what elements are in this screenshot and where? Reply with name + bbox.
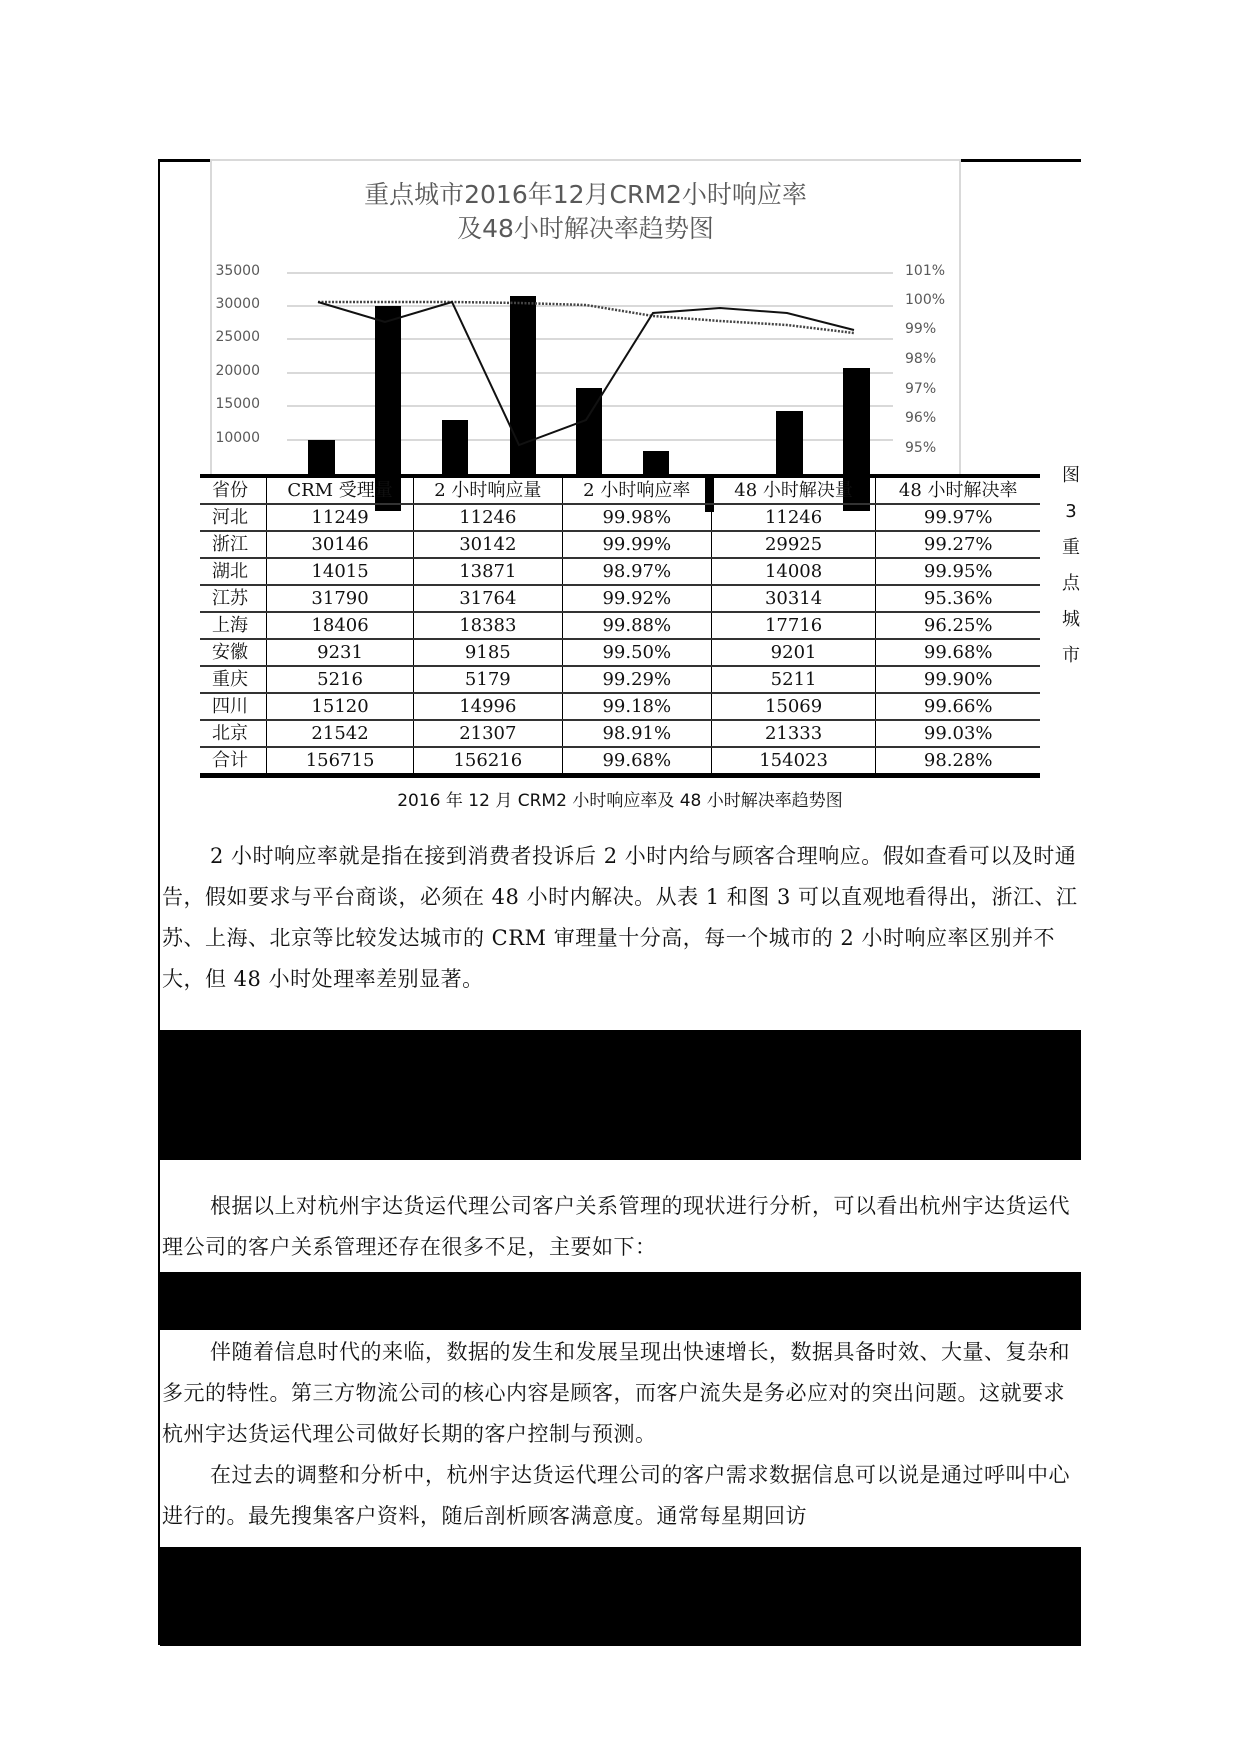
cell: 北京: [200, 720, 267, 747]
cell: 98.91%: [562, 720, 711, 747]
cell: 31764: [413, 585, 562, 612]
column-header: 2 小时响应率: [562, 476, 711, 504]
cell: 上海: [200, 612, 267, 639]
cell: 99.03%: [876, 720, 1040, 747]
cell: 99.99%: [562, 531, 711, 558]
right-axis-tick: 97%: [905, 381, 937, 397]
cell: 15069: [711, 693, 876, 720]
table-row: [200, 531, 1040, 558]
right-axis-tick: 98%: [905, 351, 937, 367]
column-header: 48 小时解决率: [876, 476, 1040, 504]
cell: 5179: [413, 666, 562, 693]
side-label-char: 3: [1065, 501, 1077, 522]
table-row: [200, 720, 1040, 747]
cell: 11246: [711, 504, 876, 531]
cell: 99.92%: [562, 585, 711, 612]
cell: 18383: [413, 612, 562, 639]
cell: 98.28%: [876, 747, 1040, 776]
chart-title-line-2: 及48小时解决率趋势图: [457, 214, 714, 243]
cell: 9231: [267, 639, 414, 666]
cell: 99.88%: [562, 612, 711, 639]
cell: 156216: [413, 747, 562, 776]
paragraph-text: 2 小时响应率就是指在接到消费者投诉后 2 小时内给与顾客合理响应。假如查看可以及时通告，假如要求与平台商谈，必须在 48 小时内解决。从表 1 和图 3 可以直观地看得出，浙江、江苏、上海、北京等比较发达城市的 CRM 审理量十分高，每一个城市的 2 小时响应率区别并不大，但 48 小时处理率差别显著。: [162, 844, 1078, 991]
side-label-char: 点: [1062, 573, 1080, 594]
left-axis-tick: 20000: [215, 363, 260, 379]
chart-title-line-1: 重点城市2016年12月CRM2小时响应率: [364, 180, 807, 209]
side-label-char: 重: [1062, 537, 1080, 558]
right-axis-tick: 96%: [905, 410, 937, 426]
table-total-row: [200, 747, 1040, 776]
paragraph-1: [162, 836, 1078, 1000]
cell: 21333: [711, 720, 876, 747]
cell: 重庆: [200, 666, 267, 693]
cell: 9185: [413, 639, 562, 666]
cell: 14996: [413, 693, 562, 720]
cell: 13871: [413, 558, 562, 585]
cell: 17716: [711, 612, 876, 639]
right-axis-tick: 101%: [905, 263, 946, 279]
paragraph-2: [162, 1186, 1078, 1268]
cell: 31790: [267, 585, 414, 612]
cell: 11246: [413, 504, 562, 531]
cell: 安徽: [200, 639, 267, 666]
side-label-char: 城: [1062, 609, 1080, 630]
table-header-row: [200, 476, 1040, 504]
cell: 9201: [711, 639, 876, 666]
redaction-block: [160, 1547, 1081, 1646]
right-axis-tick: 100%: [905, 292, 946, 308]
cell: 四川: [200, 693, 267, 720]
cell: 30146: [267, 531, 414, 558]
cell: 河北: [200, 504, 267, 531]
figure-side-label: [1060, 458, 1082, 674]
cell: 30314: [711, 585, 876, 612]
column-header: 省份: [200, 476, 267, 504]
table-row: [200, 504, 1040, 531]
side-label-char: 市: [1062, 645, 1080, 666]
cell: 21307: [413, 720, 562, 747]
cell: 合计: [200, 747, 267, 776]
column-header: 48 小时解决量: [711, 476, 876, 504]
cell: 99.90%: [876, 666, 1040, 693]
crm-data-table: [200, 474, 1040, 778]
paragraph-text: 在过去的调整和分析中，杭州宇达货运代理公司的客户需求数据信息可以说是通过呼叫中心进行的。最先搜集客户资料，随后剖析顾客满意度。通常每星期回访: [162, 1463, 1070, 1528]
redaction-block: [160, 1030, 1081, 1160]
paragraph-text: 根据以上对杭州宇达货运代理公司客户关系管理的现状进行分析，可以看出杭州宇达货运代理公司的客户关系管理还存在很多不足，主要如下：: [162, 1194, 1070, 1259]
cell: 11249: [267, 504, 414, 531]
cell: 5216: [267, 666, 414, 693]
table-row: [200, 558, 1040, 585]
cell: 98.97%: [562, 558, 711, 585]
paragraph-text: 伴随着信息时代的来临，数据的发生和发展呈现出快速增长，数据具备时效、大量、复杂和多元的特性。第三方物流公司的核心内容是顾客，而客户流失是务必应对的突出问题。这就要求杭州宇达货运代理公司做好长期的客户控制与预测。: [162, 1340, 1070, 1446]
cell: 99.68%: [562, 747, 711, 776]
column-header: CRM 受理量: [267, 476, 414, 504]
cell: 14015: [267, 558, 414, 585]
cell: 湖北: [200, 558, 267, 585]
right-axis-tick: 99%: [905, 321, 937, 337]
cell: 99.97%: [876, 504, 1040, 531]
cell: 29925: [711, 531, 876, 558]
left-axis-tick: 30000: [215, 296, 260, 312]
paragraph-4: [162, 1455, 1078, 1537]
cell: 99.18%: [562, 693, 711, 720]
left-axis-tick: 10000: [215, 430, 260, 446]
table-row: [200, 666, 1040, 693]
cell: 21542: [267, 720, 414, 747]
cell: 14008: [711, 558, 876, 585]
left-axis-tick: 35000: [215, 263, 260, 279]
cell: 18406: [267, 612, 414, 639]
cell: 30142: [413, 531, 562, 558]
redaction-block: [160, 1272, 1081, 1330]
figure-caption: 2016 年 12 月 CRM2 小时响应率及 48 小时解决率趋势图: [397, 791, 843, 811]
cell: 95.36%: [876, 585, 1040, 612]
cell: 156715: [267, 747, 414, 776]
cell: 99.68%: [876, 639, 1040, 666]
cell: 99.50%: [562, 639, 711, 666]
right-axis-tick: 95%: [905, 440, 937, 456]
table-row: [200, 585, 1040, 612]
cell: 154023: [711, 747, 876, 776]
left-axis-tick: 15000: [215, 396, 260, 412]
cell: 99.29%: [562, 666, 711, 693]
cell: 江苏: [200, 585, 267, 612]
table-row: [200, 693, 1040, 720]
side-label-char: 图: [1062, 465, 1080, 486]
column-header: 2 小时响应量: [413, 476, 562, 504]
left-axis-tick: 25000: [215, 329, 260, 345]
paragraph-3: [162, 1332, 1078, 1455]
cell: 96.25%: [876, 612, 1040, 639]
cell: 浙江: [200, 531, 267, 558]
cell: 99.66%: [876, 693, 1040, 720]
cell: 5211: [711, 666, 876, 693]
cell: 99.98%: [562, 504, 711, 531]
table-row: [200, 639, 1040, 666]
cell: 99.95%: [876, 558, 1040, 585]
cell: 99.27%: [876, 531, 1040, 558]
cell: 15120: [267, 693, 414, 720]
table-row: [200, 612, 1040, 639]
